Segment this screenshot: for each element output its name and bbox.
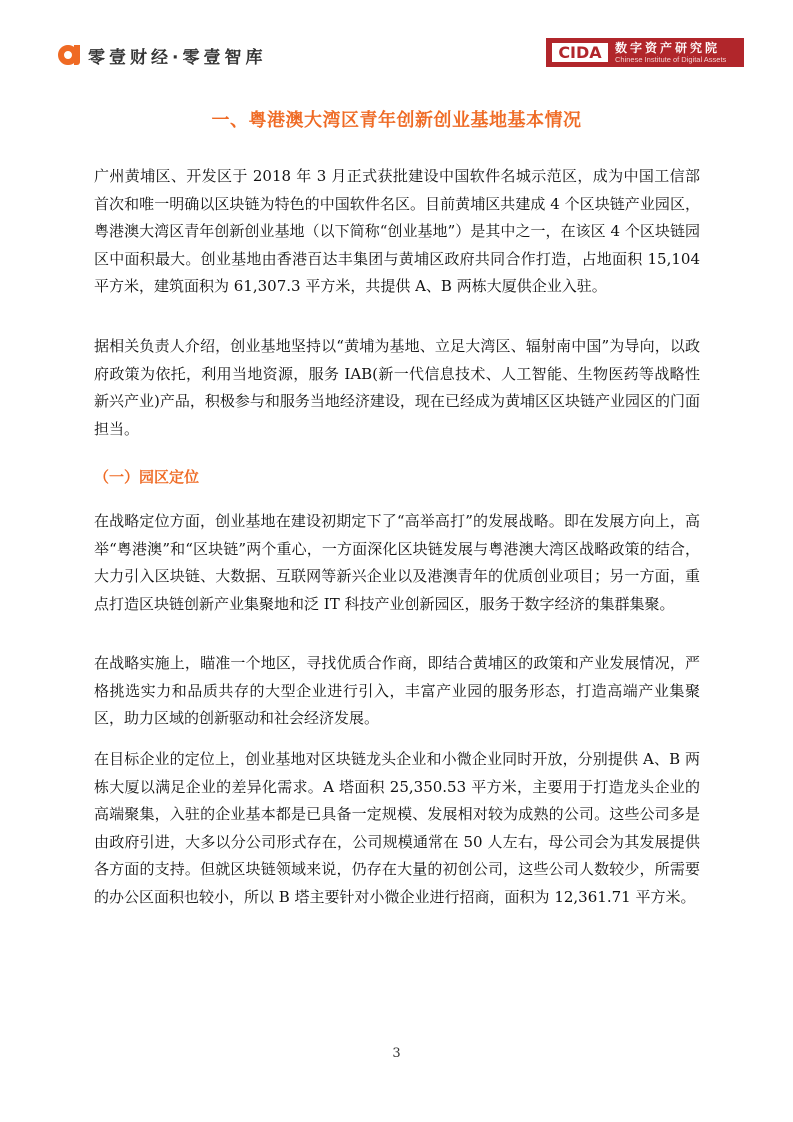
- page-header: [0, 0, 793, 80]
- brand-name: 零壹财经·零壹智库: [88, 47, 267, 68]
- cida-name-cn: 数字资产研究院: [615, 41, 721, 55]
- paragraph: 在目标企业的定位上，创业基地对区块链龙头企业和小微企业同时开放，分别提供 A、B 两栋大厦以满足企业的差异化需求。A 塔面积 25,350.53 平方米，主要用于打造龙头企业的高端聚集，入驻的企业基本都是已具备一定规模、发展相对较为成熟的公司。这些公司多是由政府引进，大多以分公司形式存在，公司规模通常在 50 人左右，母公司会为其发展提供各方面的支持。但就区块链领域来说，仍存在大量的初创公司，这些公司人数较少，所需要的办公区面积也较小，所以 B 塔主要针对小微企业进行招商，面积为 12,361.71 平方米。: [94, 750, 700, 906]
- paragraph: 在战略定位方面，创业基地在建设初期定下了“高举高打”的发展战略。即在发展方向上，高举“粤港澳”和“区块链”两个重心，一方面深化区块链发展与粤港澳大湾区战略政策的结合，大力引入区块链、大数据、互联网等新兴企业以及港澳青年的优质创业项目；另一方面，重点打造区块链创新产业集聚地和泛 IT 科技产业创新园区，服务于数字经济的集群集聚。: [94, 512, 700, 613]
- section-title: 一、粤港澳大湾区青年创新创业基地基本情况: [211, 110, 582, 131]
- cida-logo: [546, 38, 744, 67]
- brand-a-icon: [58, 44, 80, 66]
- paragraph: 在战略实施上，瞄准一个地区，寻找优质合作商，即结合黄埔区的政策和产业发展情况，严格挑选实力和品质共存的大型企业进行引入，丰富产业园的服务形态，打造高端产业集聚区，助力区域的创新驱动和社会经济发展。: [94, 654, 700, 727]
- cida-mark: CIDA: [552, 43, 608, 62]
- cida-name-en: Chinese Institute of Digital Assets: [615, 55, 727, 64]
- paragraph: 广州黄埔区、开发区于 2018 年 3 月正式获批建设中国软件名城示范区，成为中国工信部首次和唯一明确以区块链为特色的中国软件名区。目前黄埔区共建成 4 个区块链产业园区，粤港澳大湾区青年创新创业基地（以下简称“创业基地”）是其中之一，在该区 4 个区块链园区中面积最大。创业基地由香港百达丰集团与黄埔区政府共同合作打造，占地面积 15,104 平方米，建筑面积为 61,307.3 平方米，共提供 A、B 两栋大厦供企业入驻。: [94, 167, 700, 295]
- brand-logo-group: [58, 42, 266, 68]
- subsection-title: （一）园区定位: [94, 468, 200, 486]
- paragraph: 据相关负责人介绍，创业基地坚持以“黄埔为基地、立足大湾区、辐射南中国”为导向，以政府政策为依托，利用当地资源，服务 IAB(新一代信息技术、人工智能、生物医药等战略性新兴产业)产品，积极参与和服务当地经济建设，现在已经成为黄埔区区块链产业园区的门面担当。: [94, 337, 700, 438]
- page-number: 3: [392, 1046, 401, 1061]
